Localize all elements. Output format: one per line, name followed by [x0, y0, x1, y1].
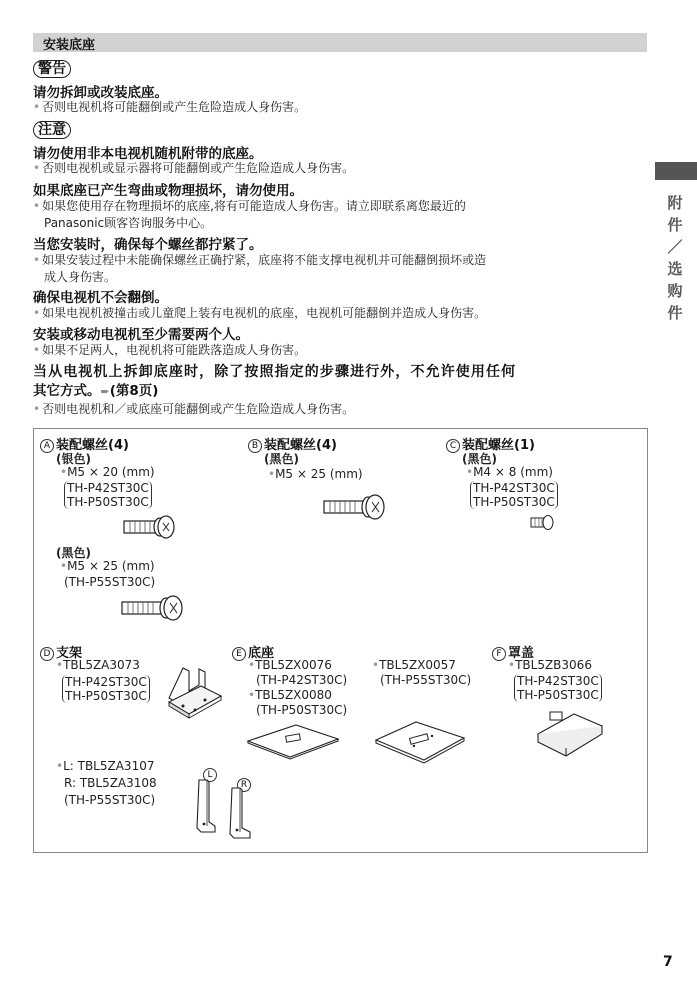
bracket-l-marker: L — [203, 763, 219, 782]
accessory-e-model1: (TH-P42ST30C) — [256, 673, 348, 687]
caution-text-3b: 成人身伤害。 — [44, 270, 117, 284]
caution-text-2: • 如果您使用存在物理损坏的底座,将有可能造成人身伤害。请立即联系离您最近的 — [33, 199, 466, 213]
cover-f-drawing — [536, 710, 604, 756]
caution-text-1: • 否则电视机或显示器将可能翻倒或产生危险造成人身伤害。 — [33, 161, 355, 175]
page-number: 7 — [663, 954, 673, 970]
side-section-label: 附 件 ／ 选 购 件 — [667, 194, 683, 322]
accessory-e-model3: (TH-P55ST30C) — [380, 673, 472, 687]
caution-heading-6: 当从电视机上拆卸底座时，除了按照指定的步骤进行外，不允许使用任何 — [33, 364, 517, 380]
section-header-bar — [33, 33, 647, 52]
caution-heading-3: 当您安装时，确保每个螺丝都拧紧了。 — [33, 237, 263, 253]
accessory-c-title: C 装配螺丝(1) — [446, 434, 535, 453]
accessory-b-title: B 装配螺丝(4) — [248, 434, 337, 453]
screw-b-drawing — [322, 492, 392, 522]
caution-text-6: • 否则电视机和／或底座可能翻倒或产生危险造成人身伤害。 — [33, 402, 355, 416]
page-reference: (第8页) — [109, 383, 159, 399]
caution-heading-1: 请勿使用非本电视机随机附带的底座。 — [33, 146, 263, 162]
caution-heading-2: 如果底座已产生弯曲或物理损坏，请勿使用。 — [33, 183, 303, 199]
accessory-f-title: F 罩盖 — [492, 642, 534, 661]
accessory-e-part3: •TBL5ZX0057 — [372, 658, 456, 672]
accessory-d-part-r: R: TBL5ZA3108 — [64, 776, 157, 790]
accessory-b-color: (黑色) — [264, 452, 299, 466]
caution-heading-4: 确保电视机不会翻倒。 — [33, 290, 168, 306]
accessory-a-models1: TH-P42ST30C TH-P50ST30C — [64, 481, 152, 509]
accessory-d-model2: (TH-P55ST30C) — [64, 793, 156, 807]
accessory-d-part: •TBL5ZA3073 — [56, 658, 140, 672]
accessory-e-part2: •TBL5ZX0080 — [248, 688, 332, 702]
base-e1-drawing — [246, 723, 340, 759]
caution-text-3: • 如果安装过程中未能确保螺丝正确拧紧，底座将不能支撑电视机并可能翻倒损坏或造 — [33, 253, 487, 267]
accessory-a-title: A 装配螺丝(4) — [40, 434, 129, 453]
accessory-b-spec: •M5 × 25 (mm) — [268, 467, 363, 481]
caution-tag: 注意 — [33, 119, 71, 139]
accessory-c-models: TH-P42ST30C TH-P50ST30C — [470, 481, 558, 509]
bracket-r-marker: R — [237, 773, 253, 792]
accessory-a-spec2: •M5 × 25 (mm) — [60, 559, 155, 573]
accessory-f-models: TH-P42ST30C TH-P50ST30C — [514, 674, 602, 702]
screw-a-silver-drawing — [122, 514, 182, 540]
warning-heading: 请勿拆卸或改装底座。 — [33, 85, 168, 101]
caution-text-4: • 如果电视机被撞击或儿童爬上装有电视机的底座，电视机可能翻倒并造成人身伤害。 — [33, 306, 487, 320]
accessory-c-spec: •M4 × 8 (mm) — [466, 465, 553, 479]
warning-tag: 警告 — [33, 58, 71, 78]
accessory-d-part-l: •L: TBL5ZA3107 — [56, 759, 155, 773]
accessory-e-title: E 底座 — [232, 642, 274, 661]
caution-heading-5: 安装或移动电视机至少需要两个人。 — [33, 327, 249, 343]
accessory-a-color2: (黑色) — [56, 546, 91, 560]
caution-text-5: • 如果不足两人，电视机将可能跌落造成人身伤害。 — [33, 343, 307, 357]
side-tab-marker — [655, 162, 697, 180]
accessory-f-part: •TBL5ZB3066 — [508, 658, 592, 672]
accessory-a-model2: (TH-P55ST30C) — [64, 575, 156, 589]
bracket-r-drawing — [226, 786, 254, 842]
screw-c-drawing — [530, 515, 556, 531]
accessory-a-color1: (银色) — [56, 452, 91, 466]
bracket-l-drawing — [195, 778, 219, 834]
accessory-e-part1: •TBL5ZX0076 — [248, 658, 332, 672]
warning-text: • 否则电视机将可能翻倒或产生危险造成人身伤害。 — [33, 100, 307, 114]
base-e2-drawing — [374, 718, 466, 764]
bracket-d-drawing — [165, 664, 227, 724]
caution-text-2b: Panasonic顾客咨询服务中心。 — [44, 216, 213, 230]
accessory-d-models: TH-P42ST30C TH-P50ST30C — [62, 675, 150, 703]
section-title: 安装底座 — [43, 38, 96, 53]
accessory-e-model2: (TH-P50ST30C) — [256, 703, 348, 717]
accessory-c-color: (黑色) — [462, 452, 497, 466]
caution-heading-6b: 其它方式。➨(第8页) — [33, 383, 159, 399]
accessory-a-spec1: •M5 × 20 (mm) — [60, 465, 155, 479]
screw-a-black-drawing — [120, 593, 190, 623]
accessory-d-title: D 支架 — [40, 642, 82, 661]
